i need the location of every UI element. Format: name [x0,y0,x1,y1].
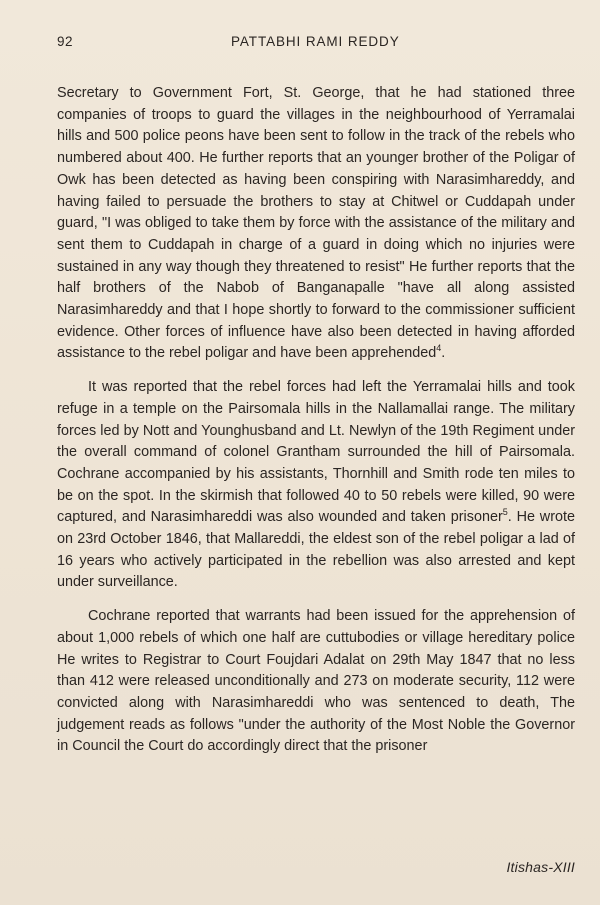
paragraph-2 [57,377,575,594]
paragraph-spacer [57,594,575,606]
paragraph-1 [57,83,575,365]
page-header [57,34,580,54]
series-footer: Itishas-XIII [506,859,575,875]
paragraph-2-tail: . He wrote on 23rd October 1846, that Mallareddi, the eldest son of the rebel poligar a lad of 16 years who actively participated in the rebellion was also arrested and kept under surveillance. [57,509,575,591]
page-number: 92 [57,34,74,49]
paragraph-2-text: It was reported that the rebel forces had left the Yerramalai hills and took refuge in a temple on the Pairsomala hills in the Nallamallai range. The military forces led by Nott and Younghusband and Lt. Newlyn of the 19th Regiment under the overall command of colonel Grantham surrounded the hill of Pairsomala. Cochrane accompanied by his assistants, Thornhill and Smith rode ten miles to be on the spot. In the skirmish that followed 40 to 50 rebels were killed, 90 were captured, and Narasimhareddi was also wounded and taken prisoner [57,379,575,526]
paragraph-spacer [57,365,575,377]
footnote-reference-5: 5 [502,507,508,518]
running-head: PATTABHI RAMI REDDY [231,34,400,49]
body-text [57,83,575,758]
footnote-reference-4: 4 [436,343,442,354]
paragraph-3-text: Cochrane reported that warrants had been issued for the apprehension of about 1,000 rebels of which one half are cuttubodies or village hereditary police He writes to Registrar to Court Foujdari Adalat on 29th May 1847 that no less than 412 were released unconditionally and 273 on moderate security, 112 were convicted along with Narasimhareddi who was sentenced to death, The judgement reads as follows "under the authority of the Most Noble the Governor in Council the Court do accordingly direct that the prisoner [57,608,575,755]
paragraph-3 [57,606,575,758]
paragraph-1-tail: . [441,345,446,362]
paragraph-1-text: Secretary to Government Fort, St. George, that he had stationed three companies of troops to guard the villages in the neighbourhood of Yerramalai hills and 500 police peons have been sent to follow in the track of the rebels who numbered about 400. He further reports that an younger brother of the Poligar of Owk has been detected as having been conspiring with Narasimhareddy, and having failed to persuade the brothers to stay at Chitwel or Cuddapah under guard, "I was obliged to take them by force with the assistance of the military and sent them to Cuddapah in charge of a guard in doing which no injuries were sustained in any way though they threatened to resist" He further reports that the half brothers of the Nabob of Banganapalle "have all along assisted Narasimhareddy and that I hope shortly to forward to the commissioner sufficient evidence. Other forces of influence have also been detected in having afforded assistance to the rebel poligar and have been apprehended [57,85,575,362]
